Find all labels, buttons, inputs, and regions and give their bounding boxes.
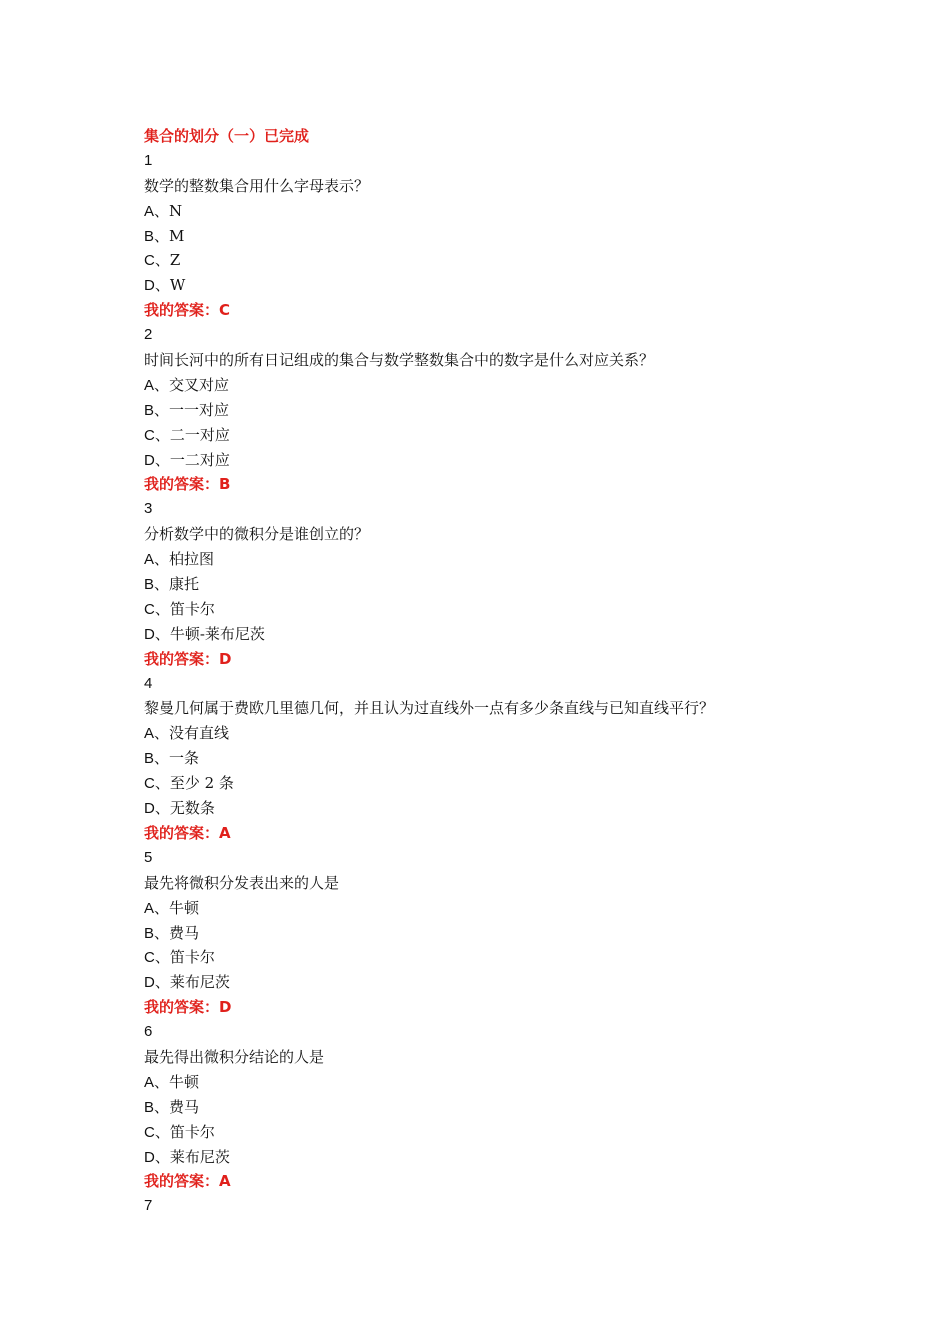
answer-value: A [219,1172,231,1191]
option-letter: B、 [144,1098,170,1116]
option-letter: B、 [144,401,170,419]
my-answer [144,995,844,1020]
option-letter: A、 [144,899,170,917]
option-text: 牛顿 [169,898,200,917]
option-text: 莱布尼茨 [169,973,230,992]
answer-prefix: 我的答案： [144,475,220,494]
option-b [144,1095,844,1120]
answer-value: A [219,823,231,842]
option-b [144,572,844,597]
answer-value: B [219,475,231,494]
option-letter: B、 [144,924,170,942]
option-text: 一条 [169,749,200,768]
answer-value: D [219,649,232,668]
option-letter: D、 [144,277,170,295]
option-letter: D、 [144,1148,170,1166]
question-text: 黎曼几何属于费欧几里德几何，并且认为过直线外一点有多少条直线与已知直线平行？ [144,699,715,718]
option-a [144,373,844,398]
option-letter: C、 [144,600,170,618]
option-c [144,597,844,622]
option-a [144,721,844,746]
question-number: 2 [144,326,153,344]
option-d [144,970,844,995]
option-text: N [169,201,183,220]
question-block [144,323,844,497]
option-text: Z [169,251,181,270]
option-letter: A、 [144,376,170,394]
my-answer [144,1169,844,1194]
question-number: 1 [144,151,153,169]
option-text: M [169,226,185,245]
option-letter: C、 [144,426,170,444]
option-a [144,547,844,572]
answer-prefix: 我的答案： [144,1172,220,1191]
option-text: 一一对应 [169,400,230,419]
option-b [144,398,844,423]
option-b [144,224,844,249]
option-letter: B、 [144,750,170,768]
option-text: 柏拉图 [169,550,215,569]
option-text: 二一对应 [169,425,230,444]
option-text: 牛顿-莱布尼茨 [169,624,265,643]
option-text: 笛卡尔 [169,948,215,967]
option-text: 交叉对应 [169,375,230,394]
option-b [144,921,844,946]
answer-value: C [219,301,231,320]
question-text: 分析数学中的微积分是谁创立的？ [144,525,370,544]
option-letter: B、 [144,576,170,594]
option-text: 康托 [169,575,200,594]
option-text: 费马 [169,923,200,942]
option-letter: D、 [144,800,170,818]
question-block [144,1020,844,1194]
question-number: 4 [144,674,153,692]
my-answer [144,472,844,497]
option-letter: C、 [144,1123,170,1141]
option-text: 笛卡尔 [169,1122,215,1141]
question-number: 6 [144,1023,153,1041]
option-c [144,248,844,273]
option-letter: D、 [144,625,170,643]
option-letter: A、 [144,1073,170,1091]
page-title: 集合的划分（一）已完成 [144,127,310,145]
answer-prefix: 我的答案： [144,998,220,1017]
option-d [144,622,844,647]
option-b [144,746,844,771]
question-block [144,149,844,323]
question-text: 最先得出微积分结论的人是 [144,1047,325,1066]
question-number: 3 [144,500,153,518]
option-letter: B、 [144,227,170,245]
question-text: 时间长河中的所有日记组成的集合与数学整数集合中的数字是什么对应关系？ [144,351,655,370]
option-letter: A、 [144,725,170,743]
option-letter: C、 [144,775,170,793]
question-number: 7 [144,1197,153,1215]
answer-prefix: 我的答案： [144,823,220,842]
my-answer [144,647,844,672]
option-text: 至少 2 条 [169,774,234,793]
question-text: 最先将微积分发表出来的人是 [144,873,340,892]
option-text: 莱布尼茨 [169,1147,230,1166]
option-c [144,771,844,796]
option-letter: C、 [144,949,170,967]
question-number: 5 [144,848,153,866]
answer-prefix: 我的答案： [144,649,220,668]
option-text: 没有直线 [169,724,230,743]
option-letter: D、 [144,451,170,469]
option-letter: A、 [144,551,170,569]
option-text: 笛卡尔 [169,599,215,618]
question-block [144,497,844,671]
option-text: 一二对应 [169,450,230,469]
option-a [144,1070,844,1095]
option-text: 牛顿 [169,1072,200,1091]
option-letter: C、 [144,252,170,270]
option-c [144,945,844,970]
question-block [144,846,844,1020]
option-letter: A、 [144,202,170,220]
question-text: 数学的整数集合用什么字母表示？ [144,176,370,195]
option-letter: D、 [144,974,170,992]
option-d [144,448,844,473]
my-answer [144,821,844,846]
option-text: W [169,276,186,295]
option-d [144,1145,844,1170]
option-c [144,423,844,448]
option-c [144,1120,844,1145]
question-block [144,672,844,846]
my-answer [144,298,844,323]
option-text: 无数条 [169,799,215,818]
answer-value: D [219,998,232,1017]
option-text: 费马 [169,1097,200,1116]
document-page [144,124,844,1219]
option-a [144,199,844,224]
option-d [144,273,844,298]
option-a [144,896,844,921]
option-d [144,796,844,821]
answer-prefix: 我的答案： [144,301,220,320]
